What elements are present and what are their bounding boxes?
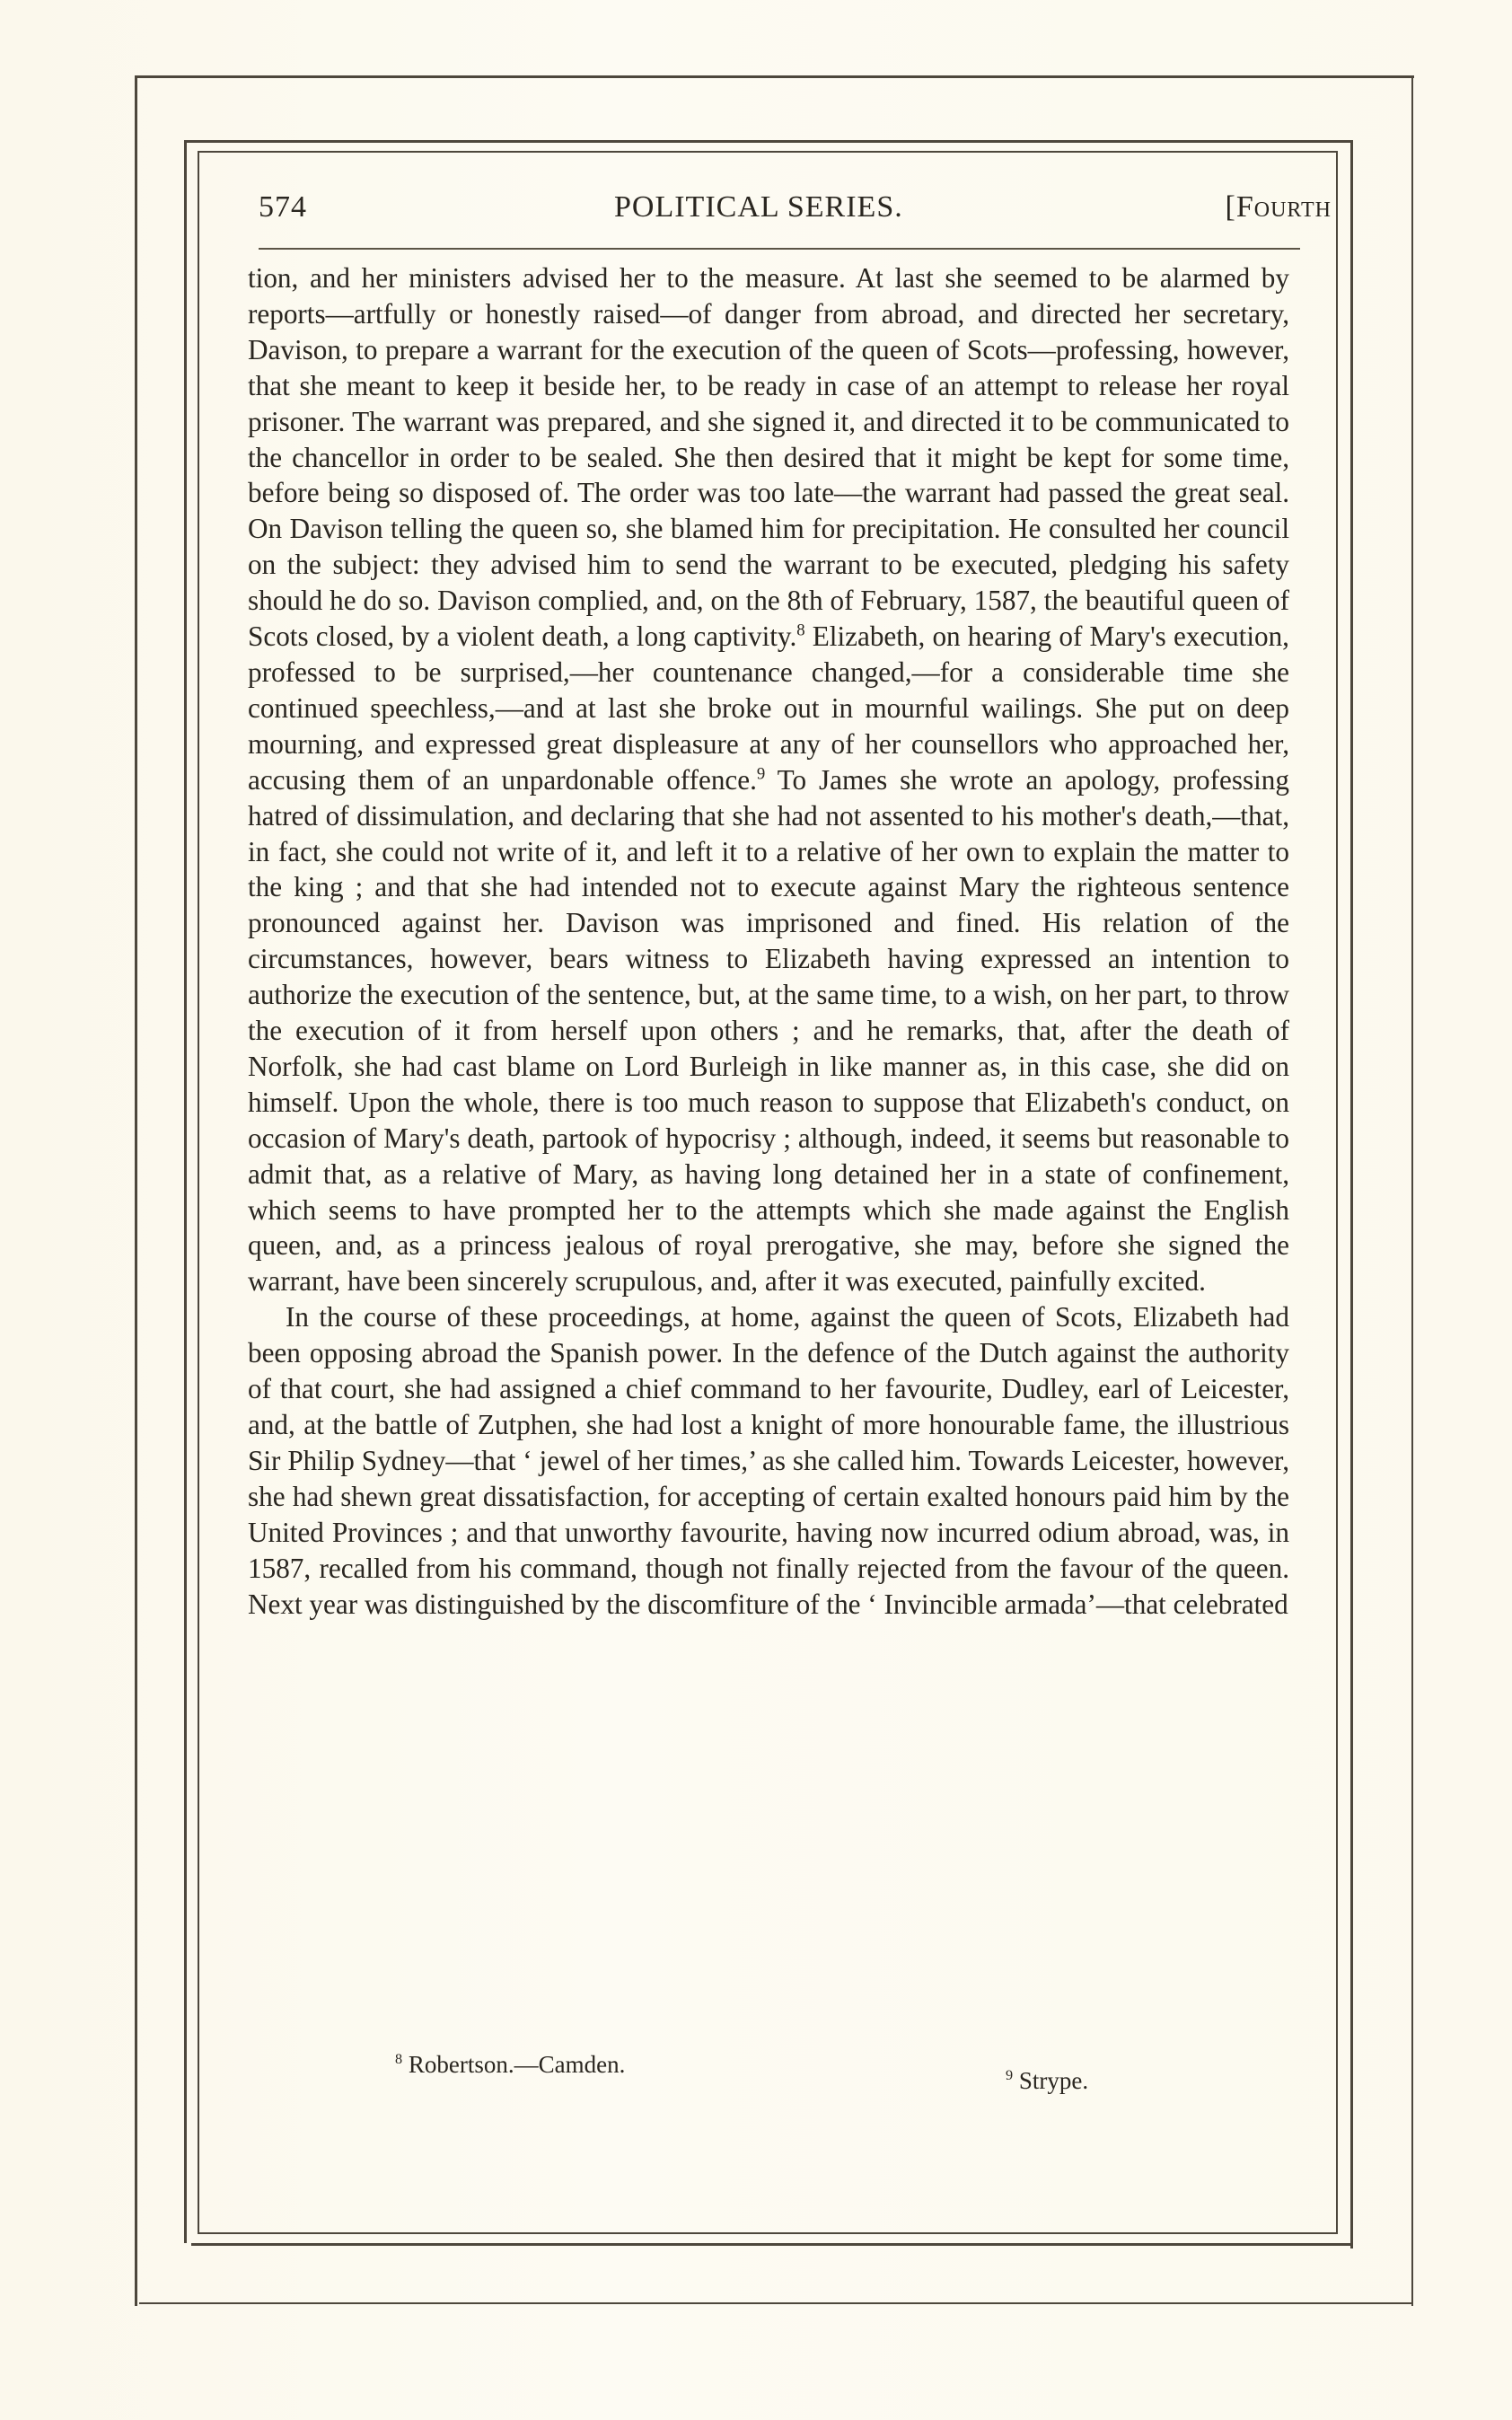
frame-rule-bottom-inner [191, 2243, 1351, 2246]
footnote-mark-9: 9 [1006, 2067, 1014, 2083]
section-label: [Fourth [1225, 190, 1332, 224]
frame-rule-inner-bottom-2 [198, 2232, 1338, 2234]
footnote-ref-8: 8 [796, 620, 805, 640]
body-text [248, 260, 1289, 1622]
frame-rule-top-inner [184, 140, 1353, 143]
frame-rule-inner-top-2 [198, 151, 1338, 153]
running-title: POLITICAL SERIES. [614, 190, 903, 224]
paragraph-1-part-3: To James she wrote an apology, professing hatred of dissimulation, and declaring that she had not assented to his mother's death,—that, in fact, she could not write of it, and left it to a relative of her own to explain the matter to the king ; and that she had intended not to execute against Mary the righteous sentence pronounced against her. Davison was imprisoned and fined. His relation of the circumstances, however, bears witness to Elizabeth having expressed an intention to authorize the execution of the sentence, but, at the same time, to a wish, on her part, to throw the execution of it from herself upon others ; and he remarks, that, after the death of Norfolk, she had cast blame on Lord Burleigh in like manner as, in this case, she did on himself. Upon the whole, there is too much reason to suppose that Elizabeth's conduct, on occasion of Mary's death, partook of hypocrisy ; although, indeed, it seems but reasonable to admit that, as a relative of Mary, as having long detained her in a state of confinement, which seems to have prompted her to the attempts which she made against the English queen, and, as a princess jealous of royal prerogative, she may, before she signed the warrant, have been sincerely scrupulous, and, after it was executed, painfully excited. [248, 763, 1289, 1298]
footnotes [395, 2051, 1203, 2096]
footnote-9 [1006, 2067, 1088, 2095]
frame-rule-left-inner [184, 142, 187, 2243]
frame-rule-left-outer [135, 77, 137, 2306]
footnote-mark-8: 8 [395, 2051, 403, 2067]
footnote-ref-9: 9 [756, 764, 766, 784]
frame-rule-inner-right-2 [1336, 151, 1338, 2234]
frame-rule-top-outer [135, 75, 1414, 78]
frame-rule-bottom-outer [139, 2302, 1412, 2304]
paragraph-1 [248, 260, 1289, 1299]
running-header [259, 190, 1332, 230]
page-number: 574 [259, 190, 307, 224]
footnote-8-text: Robertson.—Camden. [408, 2051, 626, 2078]
paragraph-1-part-1: tion, and her ministers advised her to the measure. At last she seemed to be alarmed by reports—artfully or honestly raised—of danger from abroad, and directed her secretary, Davison, to prepare a warrant for the execution of the queen of Scots—professing, however, that she meant to keep it beside her, to be ready in case of an attempt to release her royal prisoner. The warrant was prepared, and she signed it, and directed it to be communicated to the chancellor in order to be sealed. She then desired that it might be kept for some time, before being so disposed of. The order was too late—the warrant had passed the great seal. On Davison telling the queen so, she blamed him for precipitation. He consulted her council on the subject: they advised him to send the warrant to be executed, pledging his safety should he do so. Davison complied, and, on the 8th of February, 1587, the beautiful queen of Scots closed, by a violent death, a long captivity. [248, 262, 1289, 653]
paragraph-1-part-2: Elizabeth, on hearing of Mary's execution, professed to be surprised,—her countenance changed,—for a considerable time she continued speechless,—and at last she broke out in mournful wailings. She put on deep mourning, and expressed great displeasure at any of her counsellors who approached her, accusing them of an unpardonable offence. [248, 620, 1289, 796]
frame-rule-inner-left-2 [198, 151, 199, 2234]
frame-rule-right-inner [1350, 140, 1353, 2248]
header-rule [259, 248, 1300, 250]
footnote-9-text: Strype. [1018, 2067, 1089, 2094]
frame-rule-right-outer [1411, 77, 1413, 2306]
paragraph-2: In the course of these proceedings, at home, against the queen of Scots, Elizabeth had been opposing abroad the Spanish power. In the defence of the Dutch against the authority of that court, she had assigned a chief command to her favourite, Dudley, earl of Leicester, and, at the battle of Zutphen, she had lost a knight of more honourable fame, the illustrious Sir Philip Sydney—that ‘ jewel of her times,’ as she called him. Towards Leicester, however, she had shewn great dissatisfaction, for accepting of certain exalted honours paid him by the United Provinces ; and that unworthy favourite, having now incurred odium abroad, was, in 1587, recalled from his command, though not finally rejected from the favour of the queen. Next year was distinguished by the discomfiture of the ‘ Invincible armada’—that celebrated [248, 1301, 1289, 1620]
footnote-8 [395, 2051, 625, 2079]
